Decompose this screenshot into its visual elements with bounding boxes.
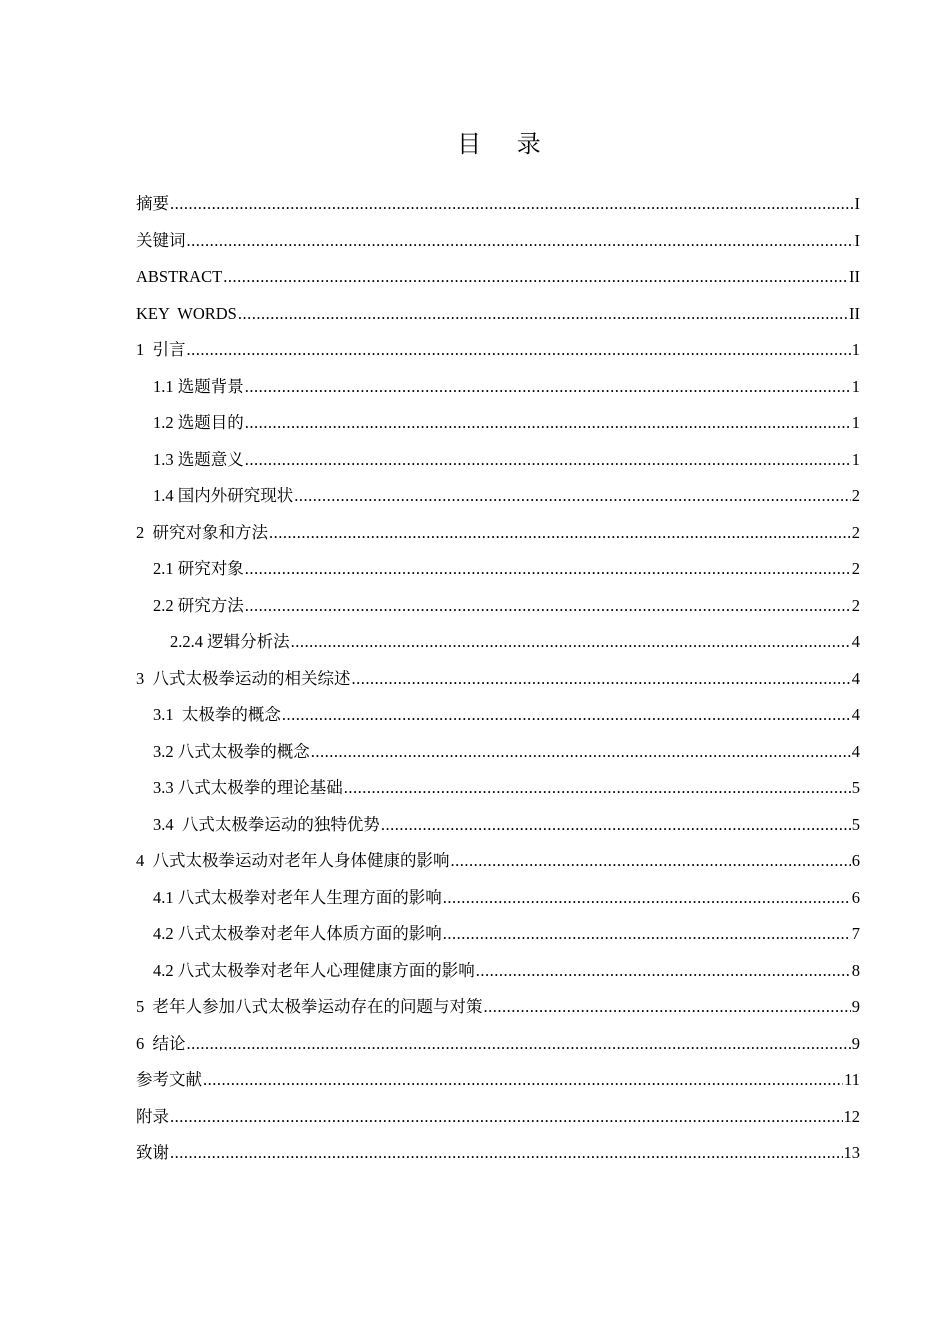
toc-entry-label: 参考文献: [136, 1070, 202, 1089]
toc-entry-page: 6: [851, 887, 860, 907]
dot-leader: [170, 1140, 843, 1166]
toc-entry[interactable]: [136, 885, 860, 922]
dot-leader: [203, 1067, 843, 1093]
toc-entry-page: 1: [851, 449, 860, 469]
dot-leader: [170, 191, 854, 217]
dot-leader: [451, 848, 851, 874]
toc-entry-label: 2.1 研究对象: [153, 559, 244, 578]
dot-leader: [223, 264, 848, 290]
toc-entry-label: 4.1 八式太极拳对老年人生理方面的影响: [153, 887, 442, 907]
toc-entry[interactable]: [136, 301, 860, 338]
toc-entry-page: 2: [851, 522, 860, 542]
toc-entry[interactable]: [136, 483, 860, 520]
toc-entry[interactable]: [136, 191, 860, 228]
toc-entry-label: 3.2 八式太极拳的概念: [153, 741, 310, 761]
toc-entry-label: 2.2 研究方法: [153, 595, 244, 615]
toc-entry-page: 5: [851, 814, 860, 834]
toc-entry[interactable]: [136, 848, 860, 885]
toc-entry[interactable]: [136, 593, 860, 630]
toc-entry-label: 1 引言: [136, 340, 186, 359]
toc-entry-label: 摘要: [136, 194, 169, 213]
toc-entry-label: 1.3 选题意义: [153, 449, 244, 469]
toc-entry-page: 6: [851, 851, 860, 870]
toc-entry[interactable]: [136, 775, 860, 812]
table-of-contents: [136, 191, 860, 1177]
toc-entry[interactable]: [136, 264, 860, 301]
dot-leader: [443, 921, 851, 947]
toc-entry[interactable]: [136, 1104, 860, 1141]
toc-entry[interactable]: [136, 994, 860, 1031]
toc-entry-label: ABSTRACT: [136, 267, 223, 286]
toc-entry-label: 4.2 八式太极拳对老年人体质方面的影响: [153, 924, 442, 943]
toc-entry-page: I: [854, 194, 860, 213]
toc-entry-label: 6 结论: [136, 1033, 186, 1053]
toc-entry-label: 2 研究对象和方法: [136, 522, 268, 542]
dot-leader: [187, 228, 854, 254]
toc-entry[interactable]: [136, 812, 860, 849]
toc-entry-page: 9: [851, 1033, 860, 1053]
toc-entry[interactable]: [136, 228, 860, 265]
toc-entry[interactable]: [136, 447, 860, 484]
toc-entry-page: 4: [851, 741, 860, 761]
toc-entry[interactable]: [136, 921, 860, 958]
dot-leader: [187, 337, 851, 363]
toc-entry-label: 1.1 选题背景: [153, 376, 244, 396]
dot-leader: [311, 739, 851, 765]
toc-entry[interactable]: [136, 702, 860, 739]
toc-title: 目 录: [457, 130, 555, 158]
dot-leader: [344, 775, 851, 801]
toc-entry[interactable]: [136, 374, 860, 411]
toc-entry-page: 2: [851, 595, 860, 615]
toc-entry-label: 关键词: [136, 230, 186, 250]
toc-entry-page: 13: [843, 1143, 860, 1162]
toc-entry-page: 4: [851, 668, 860, 688]
dot-leader: [245, 447, 851, 473]
toc-entry-label: 3.1 太极拳的概念: [153, 705, 281, 724]
toc-entry[interactable]: [136, 410, 860, 447]
toc-entry[interactable]: [136, 520, 860, 557]
dot-leader: [381, 812, 851, 838]
toc-entry-page: II: [849, 267, 860, 286]
toc-entry-page: 2: [851, 486, 860, 505]
toc-entry-label: 1.4 国内外研究现状: [153, 486, 294, 505]
toc-entry[interactable]: [136, 1067, 860, 1104]
dot-leader: [294, 483, 851, 509]
toc-entry-page: 7: [851, 924, 860, 943]
toc-entry-label: 3.4 八式太极拳运动的独特优势: [153, 814, 380, 834]
toc-entry-label: 5 老年人参加八式太极拳运动存在的问题与对策: [136, 997, 483, 1016]
toc-entry-page: 9: [851, 997, 860, 1016]
dot-leader: [170, 1104, 843, 1130]
toc-entry[interactable]: [136, 1031, 860, 1068]
toc-entry-page: 1: [851, 340, 860, 359]
dot-leader: [352, 666, 851, 692]
toc-entry-label: 3.3 八式太极拳的理论基础: [153, 778, 343, 797]
dot-leader: [245, 556, 851, 582]
dot-leader: [245, 593, 851, 619]
toc-entry-page: 5: [851, 778, 860, 797]
toc-entry-label: 1.2 选题目的: [153, 413, 244, 432]
toc-entry[interactable]: [136, 556, 860, 593]
toc-entry-page: 4: [851, 632, 860, 651]
dot-leader: [476, 958, 851, 984]
toc-entry-page: 1: [851, 376, 860, 396]
toc-entry-label: 2.2.4 逻辑分析法: [170, 632, 290, 651]
toc-entry-label: 致谢: [136, 1143, 169, 1162]
toc-entry-page: 1: [851, 413, 860, 432]
dot-leader: [484, 994, 851, 1020]
toc-entry-label: 3 八式太极拳运动的相关综述: [136, 668, 351, 688]
dot-leader: [187, 1031, 851, 1057]
toc-entry[interactable]: [136, 666, 860, 703]
toc-entry-page: 11: [844, 1070, 860, 1089]
toc-entry-page: II: [849, 303, 860, 323]
toc-entry[interactable]: [136, 629, 860, 666]
toc-entry-page: 4: [851, 705, 860, 724]
toc-entry[interactable]: [136, 337, 860, 374]
dot-leader: [269, 520, 851, 546]
toc-entry-page: 8: [851, 960, 860, 980]
dot-leader: [443, 885, 851, 911]
dot-leader: [291, 629, 851, 655]
toc-entry-page: 2: [851, 559, 860, 578]
dot-leader: [245, 410, 851, 436]
toc-entry-page: I: [854, 230, 860, 250]
toc-entry-label: 4.2 八式太极拳对老年人心理健康方面的影响: [153, 960, 475, 980]
toc-entry[interactable]: [136, 1140, 860, 1177]
dot-leader: [245, 374, 851, 400]
dot-leader: [282, 702, 851, 728]
dot-leader: [238, 301, 848, 327]
toc-entry-page: 12: [843, 1106, 860, 1126]
toc-entry-label: 4 八式太极拳运动对老年人身体健康的影响: [136, 851, 450, 870]
toc-entry[interactable]: [136, 958, 860, 995]
toc-entry[interactable]: [136, 739, 860, 776]
toc-entry-label: 附录: [136, 1106, 169, 1126]
toc-entry-label: KEY WORDS: [136, 303, 237, 323]
